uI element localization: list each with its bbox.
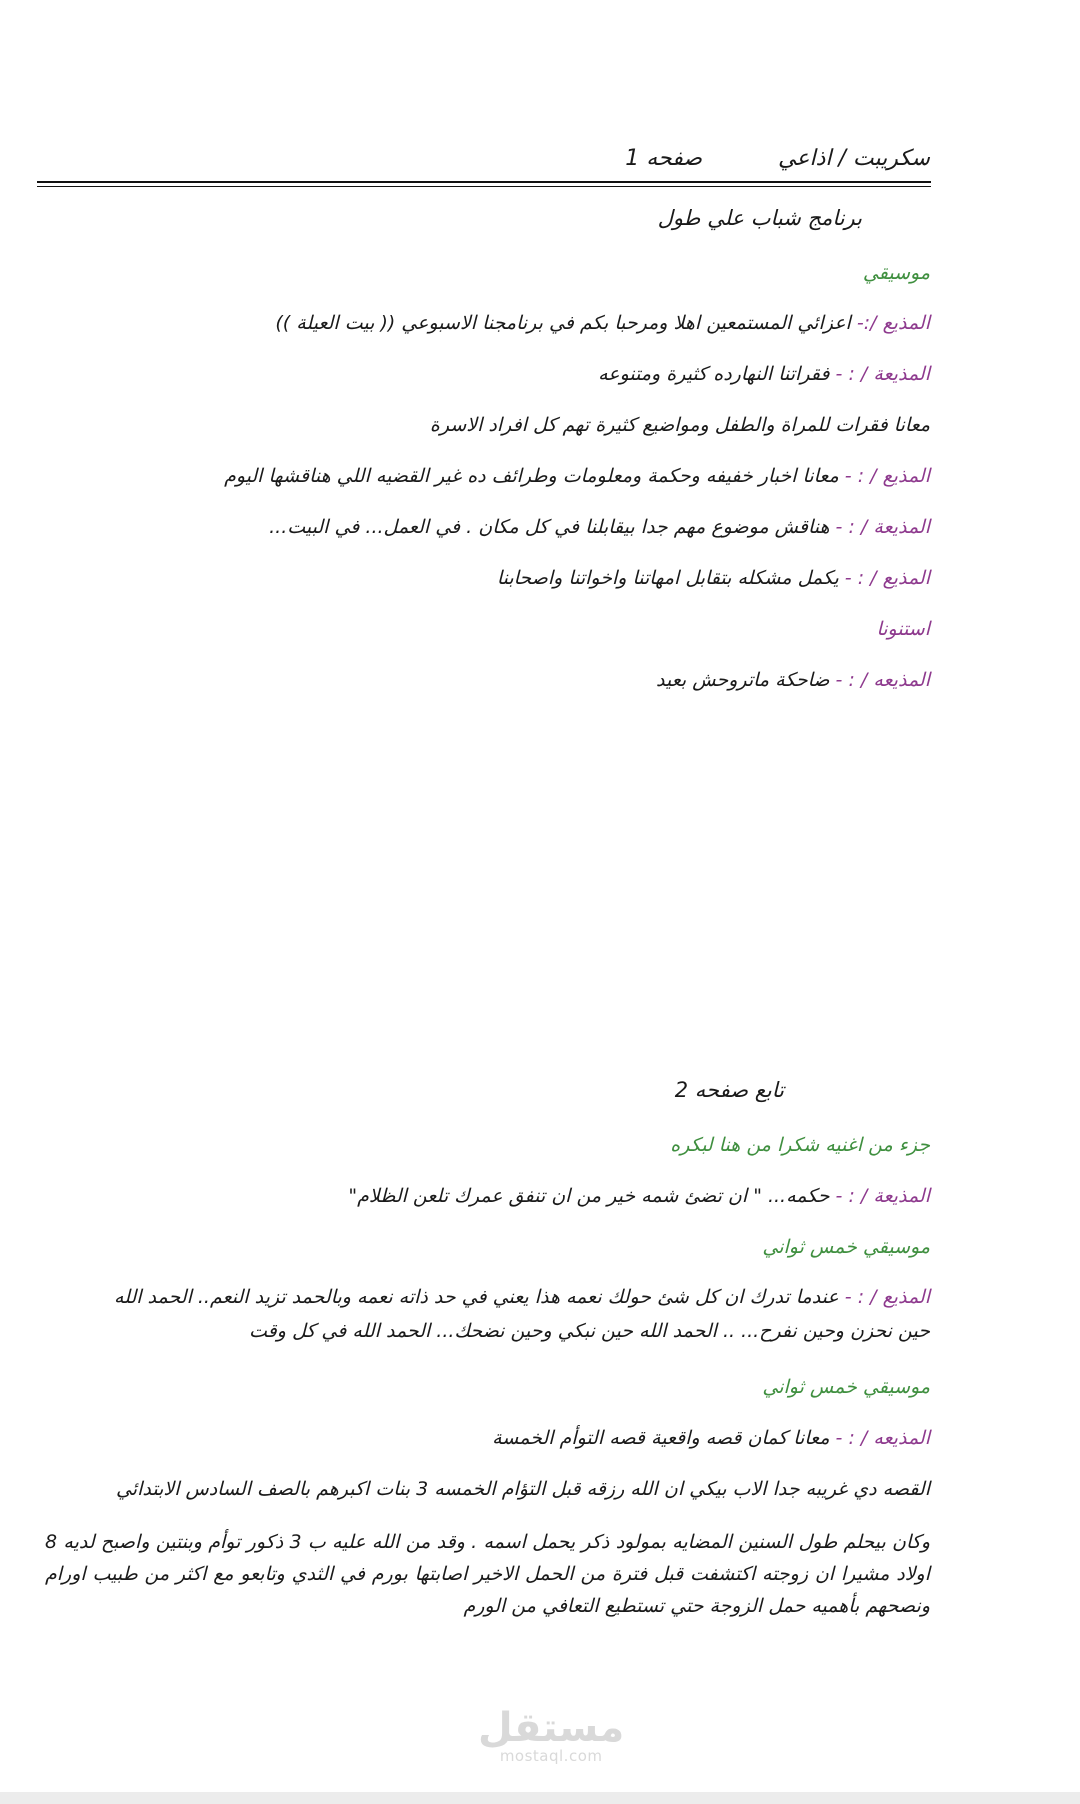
speech-text: اعزائي المستمعين اهلا ومرحبا بكم في برنامجنا الاسبوعي (( بيت العيلة )) (275, 312, 857, 334)
speech-text: هناقش موضوع مهم جدا بيقابلنا في كل مكان . في العمل... في البيت... (269, 516, 836, 538)
music-cue: موسيقي خمس ثواني (762, 1236, 930, 1258)
plain-line: معانا فقرات للمراة والطفل ومواضيع كثيرة تهم كل افراد الاسرة (429, 414, 930, 436)
speaker-label: المذيع /:- (856, 312, 930, 334)
page-number-1: صفحه 1 (625, 146, 703, 171)
script-line (656, 667, 930, 693)
script-line (275, 310, 930, 336)
cue-line: استنونا (876, 618, 930, 640)
music-cue: موسيقي (862, 262, 930, 284)
song-cue: جزء من اغنيه شكرا من هنا لبكره (670, 1134, 930, 1156)
speaker-label: المذيع / : - (844, 567, 930, 589)
speech-continuation: حين نحزن وحين نفرح... .. الحمد الله حين نبكي وحين نضحك... الحمد الله في كل وقت (249, 1320, 930, 1342)
speaker-label: المذيع / : - (844, 465, 930, 487)
music-cue: موسيقي خمس ثواني (762, 1376, 930, 1398)
watermark-latin: mostaql.com (499, 1747, 603, 1765)
speech-text: معانا اخبار خفيفه وحكمة ومعلومات وطرائف ده غير القضيه اللي هناقشها اليوم (224, 465, 845, 487)
script-line (269, 514, 930, 540)
mostaql-watermark (478, 1705, 625, 1765)
story-paragraph: القصه دي غريبه جدا الاب بيكي ان الله رزقه قبل التؤام الخمسه 3 بنات اكبرهم بالصف السادس الابتدائي (115, 1478, 930, 1500)
speech-text: فقراتنا النهارده كثيرة ومتنوعه (598, 363, 836, 385)
script-line (348, 1183, 930, 1209)
speaker-label: المذيعة / : - (835, 363, 930, 385)
script-line (114, 1284, 930, 1310)
header-rule (37, 181, 931, 183)
bottom-bar (0, 1792, 1080, 1804)
script-line (497, 565, 930, 591)
watermark-arabic: مستقل (478, 1705, 625, 1751)
script-line (224, 463, 930, 489)
page1-header (625, 146, 930, 171)
speech-text: معانا كمان قصه واقعية قصه التوأم الخمسة (492, 1427, 836, 1449)
speaker-label: المذيعه / : - (835, 669, 930, 691)
speech-text: حكمه... " ان تضئ شمه خير من ان تنفق عمرك تلعن الظلام" (348, 1185, 836, 1207)
script-title: سكريبت / اذاعي (778, 146, 930, 171)
page2-header: تابع صفحه 2 (674, 1078, 784, 1102)
program-title: برنامج شباب علي طول (657, 206, 862, 230)
speaker-label: المذيعه / : - (835, 1427, 930, 1449)
speech-text: عندما تدرك ان كل شئ حولك نعمه هذا يعني في حد ذاته نعمه وبالحمد تزيد النعم.. الحمد الله (113, 1286, 845, 1308)
speaker-label: المذيعة / : - (835, 1185, 930, 1207)
script-line (492, 1425, 930, 1451)
header-rule-thin (37, 186, 931, 187)
story-paragraph: وكان بيحلم طول السنين المضايه بمولود ذكر يحمل اسمه . وقد من الله عليه ب 3 ذكور توأم وبنتين واصبح لديه 8 اولاد مشيرا ان زوجته اكتشفت قبل فترة من الحمل الاخير اصابتها بورم في الثدي وتابعو مع اكثر من طبيب اورام ونصحهم بأهميه حمل الزوجة حتي تستطيع التعافي من الورم (45, 1531, 930, 1617)
speech-text: ضاحكة ماتروحش بعيد (656, 669, 836, 691)
speech-text: يكمل مشكله بتقابل امهاتنا واخواتنا واصحابنا (496, 567, 845, 589)
script-line (598, 361, 930, 387)
speaker-label: المذيع / : - (844, 1286, 930, 1308)
speaker-label: المذيعة / : - (835, 516, 930, 538)
